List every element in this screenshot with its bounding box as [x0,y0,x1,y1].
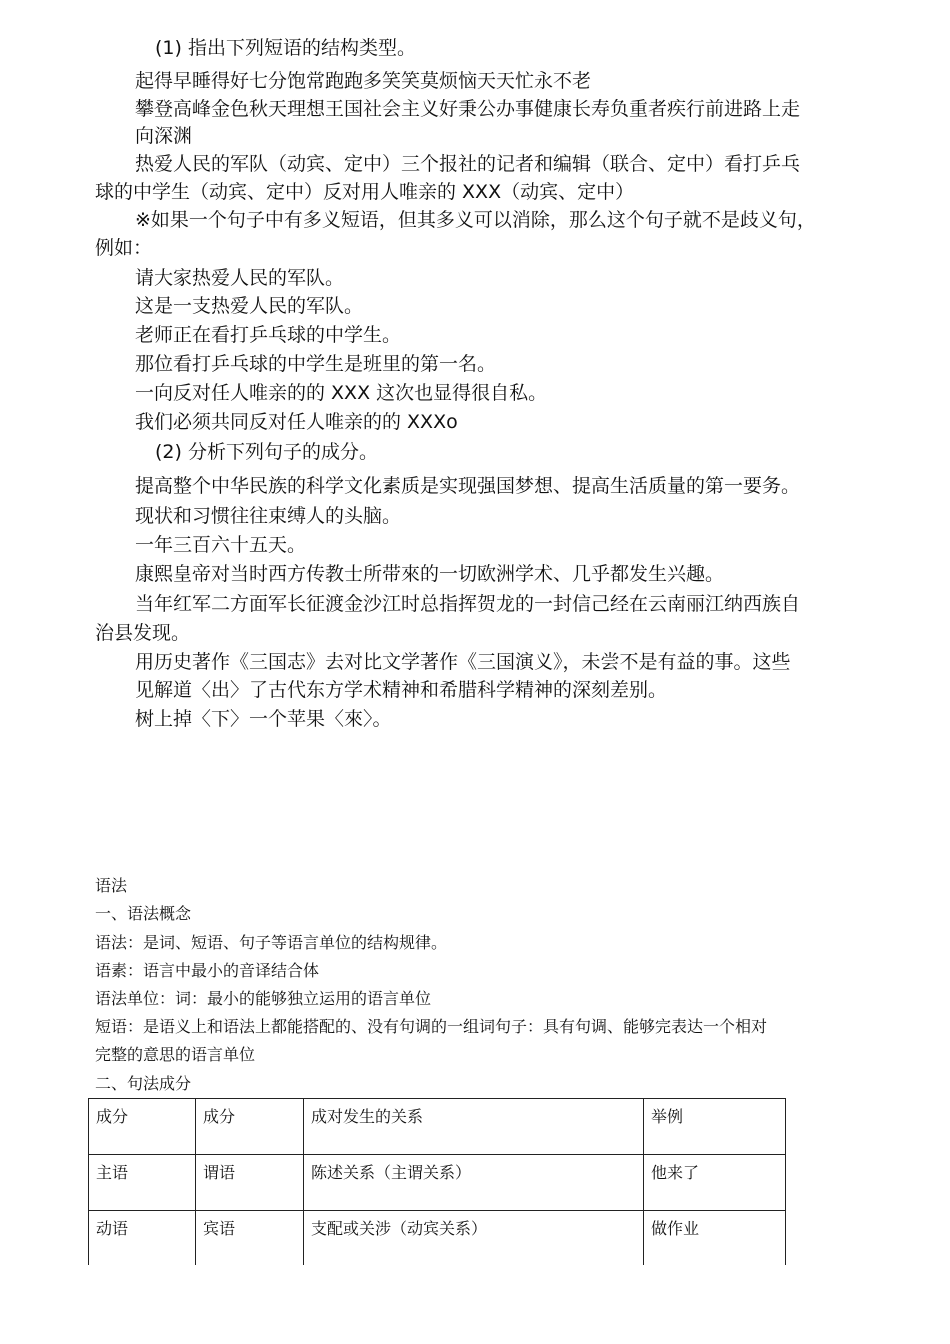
table-row [89,1155,786,1211]
example-sentence: 请大家热爱人民的军队。 [135,267,345,289]
analysis-sentence-6-line-2: 见解道〈出〉了古代东方学术精神和希腊科学精神的深刻差别。 [135,679,668,701]
table-header-cell: 成分 [89,1099,196,1155]
example-sentence: 这是一支热爱人民的军队。 [135,295,364,317]
table-cell: 主语 [89,1155,196,1211]
analysis-sentence-5-line-1: 当年红军二方面军长征渡金沙江时总指挥贺龙的一封信己经在云南丽江纳西族自 [135,593,801,615]
analysis-sentence-7: 树上掉〈下〉一个苹果〈來〉。 [135,708,392,730]
definition-grammar: 语法：是词、短语、句子等语言单位的结构规律。 [95,933,448,952]
analysis-sentence-4: 康熙皇帝对当时西方传教士所带來的一切欧洲学术、几乎都发生兴趣。 [135,563,725,585]
phrase-list-line-3: 向深渊 [135,125,193,147]
section-title: 语法 [95,876,128,895]
phrase-list-line-1: 起得早睡得好七分饱常跑跑多笑笑莫烦恼天天忙永不老 [135,70,592,92]
definition-phrase-line-1: 短语：是语义上和语法上都能搭配的、没有句调的一组词句子：具有句调、能够完表达一个相对 [95,1017,768,1036]
table-row [89,1211,786,1266]
ambiguous-phrases-line-1: 热爱人民的军队（动宾、定中）三个报社的记者和编辑（联合、定中）看打乒乓 [135,153,801,175]
question-1-heading: (1) 指出下列短语的结构类型。 [155,37,416,59]
table-header-cell: 成分 [196,1099,304,1155]
table-cell: 宾语 [196,1211,304,1266]
example-sentence: 那位看打乒乓球的中学生是班里的第一名。 [135,353,497,375]
question-2-heading: (2) 分析下列句子的成分。 [155,441,378,463]
analysis-sentence-1: 提高整个中华民族的科学文化素质是实现强国梦想、提高生活质量的第一要务。 [135,475,801,497]
ambiguous-phrases-line-2: 球的中学生（动宾、定中）反对用人唯亲的 XXX（动宾、定中） [95,181,635,203]
definition-grammar-unit: 语法单位：词：最小的能够独立运用的语言单位 [95,989,432,1008]
definition-phrase-line-2: 完整的意思的语言单位 [95,1045,256,1064]
table-header-cell: 举例 [644,1099,786,1155]
table-header-row [89,1099,786,1155]
analysis-sentence-6-line-1: 用历史著作《三国志》去对比文学著作《三国演义》，未尝不是有益的事。这些 [135,651,791,673]
example-sentence: 一向反对任人唯亲的的 XXX 这次也显得很自私。 [135,382,548,404]
analysis-sentence-2: 现状和习惯往往束缚人的头脑。 [135,505,402,527]
example-sentence: 老师正在看打乒乓球的中学生。 [135,324,402,346]
definition-morpheme: 语素：语言中最小的音译结合体 [95,961,320,980]
table-cell: 他来了 [644,1155,786,1211]
section-heading-syntax: 二、句法成分 [95,1074,192,1093]
analysis-sentence-3: 一年三百六十五天。 [135,534,307,556]
analysis-sentence-5-line-2: 治县发现。 [95,622,191,644]
phrase-list-line-2: 攀登高峰金色秋天理想王国社会主义好秉公办事健康长寿负重者疾行前进路上走 [135,98,801,120]
table-cell: 动语 [89,1211,196,1266]
table-header-cell: 成对发生的关系 [304,1099,644,1155]
note-line-1: ※如果一个句子中有多义短语，但其多义可以消除，那么这个句子就不是歧义句， [135,209,816,231]
example-sentence: 我们必须共同反对任人唯亲的的 XXXo [135,411,458,433]
table-cell: 谓语 [196,1155,304,1211]
table-cell: 支配或关涉（动宾关系） [304,1211,644,1266]
note-line-2: 例如： [95,237,153,259]
table-cell: 陈述关系（主谓关系） [304,1155,644,1211]
section-heading-concepts: 一、语法概念 [95,904,192,923]
table-cell: 做作业 [644,1211,786,1266]
syntax-components-table [88,1098,786,1265]
